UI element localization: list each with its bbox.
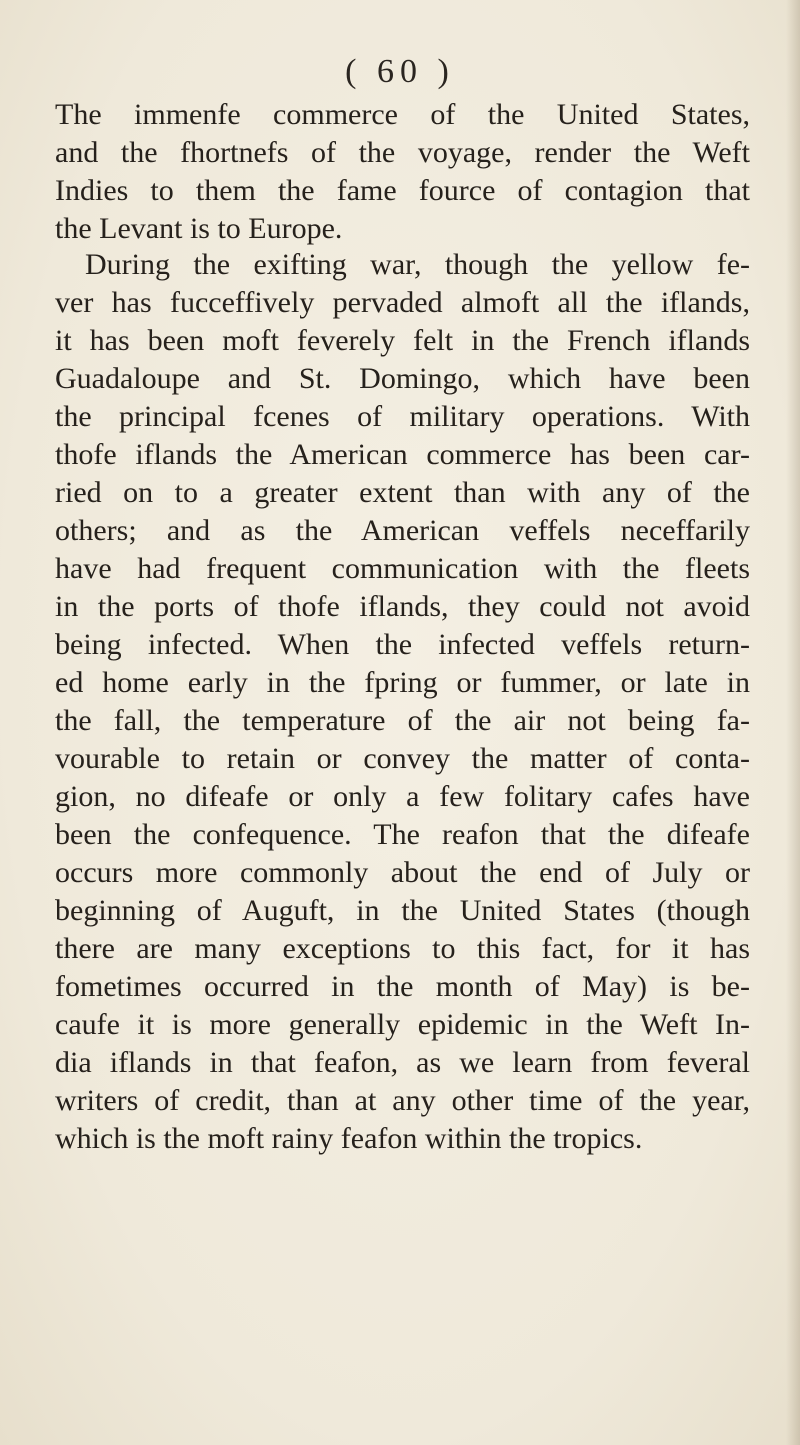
text-line: Indies to them the fame fource of contagion that xyxy=(55,174,750,207)
page-edge-shadow xyxy=(786,0,800,1445)
text-line: the Levant is to Europe. xyxy=(55,212,343,245)
text-line: dia iflands in that feafon, as we learn from feveral xyxy=(55,1046,750,1079)
text-line: vourable to retain or convey the matter of conta- xyxy=(55,742,750,775)
text-line: the principal fcenes of military operations. With xyxy=(55,400,750,433)
text-line: The immenfe commerce of the United States, xyxy=(55,98,750,131)
text-line: beginning of Auguft, in the United States (though xyxy=(55,894,750,927)
text-line: ver has fucceffively pervaded almoft all the iflands, xyxy=(55,286,750,319)
text-line: it has been moft feverely felt in the French iflands xyxy=(55,324,750,357)
text-line: Guadaloupe and St. Domingo, which have been xyxy=(55,362,750,395)
text-line: been the confequence. The reafon that the difeafe xyxy=(55,818,750,851)
text-line: others; and as the American veffels neceffarily xyxy=(55,514,750,547)
text-line: there are many exceptions to this fact, for it has xyxy=(55,932,750,965)
text-line: ed home early in the fpring or fummer, or late in xyxy=(55,666,750,699)
text-line: and the fhortnefs of the voyage, render the Weft xyxy=(55,136,750,169)
text-line: During the exifting war, though the yellow fe- xyxy=(85,248,750,281)
text-line: writers of credit, than at any other time of the year, xyxy=(55,1084,750,1117)
text-line: thofe iflands the American commerce has been car- xyxy=(55,438,750,471)
text-line: ried on to a greater extent than with any of the xyxy=(55,476,750,509)
text-line: being infected. When the infected veffels return- xyxy=(55,628,750,661)
text-line: have had frequent communication with the fleets xyxy=(55,552,750,585)
text-line: gion, no difeafe or only a few folitary cafes have xyxy=(55,780,750,813)
text-line: caufe it is more generally epidemic in the Weft In- xyxy=(55,1008,750,1041)
paragraph-2 xyxy=(55,246,750,1158)
text-line: fometimes occurred in the month of May) is be- xyxy=(55,970,750,1003)
text-line: occurs more commonly about the end of July or xyxy=(55,856,750,889)
text-line: which is the moft rainy feafon within the tropics. xyxy=(55,1122,643,1155)
text-line: in the ports of thofe iflands, they could not avoid xyxy=(55,590,750,623)
page-number: ( 60 ) xyxy=(345,53,455,90)
text-line: the fall, the temperature of the air not being fa- xyxy=(55,704,750,737)
paragraph-1 xyxy=(55,96,750,248)
